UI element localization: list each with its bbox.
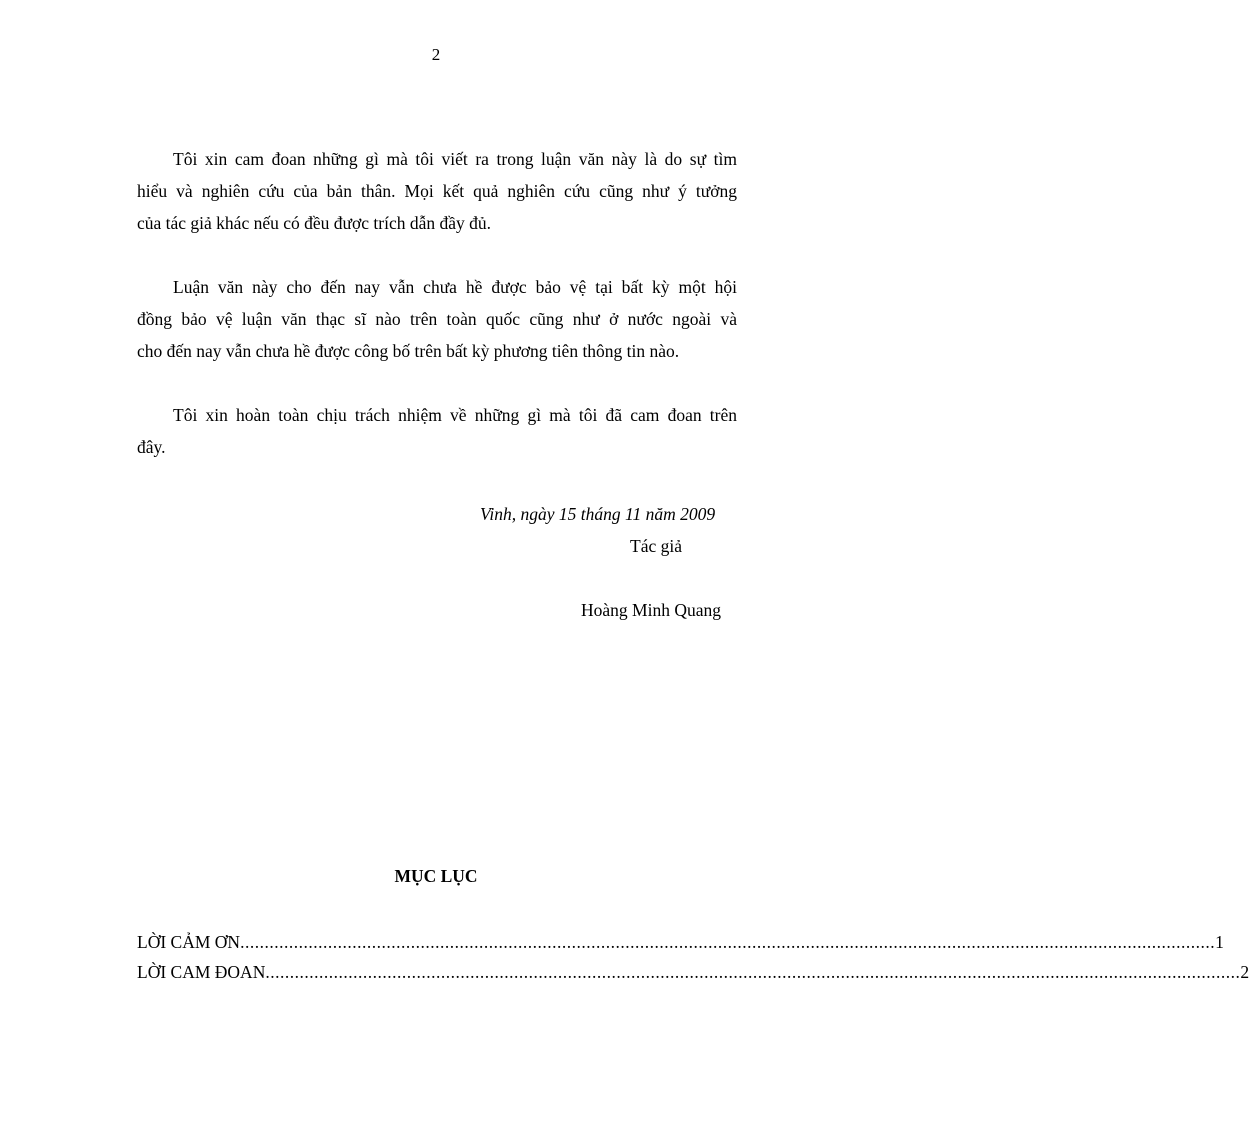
declaration-paragraph-1 bbox=[137, 143, 737, 239]
toc-leader-dots: ........................................................................................................................................................................................................ bbox=[240, 932, 1216, 952]
page-number: 2 bbox=[431, 45, 441, 64]
toc-entry-page: 1 bbox=[1215, 932, 1224, 952]
paragraph-line: Tôi xin hoàn toàn chịu trách nhiệm về những gì mà tôi đã cam đoan trên bbox=[173, 405, 737, 425]
declaration-paragraph-3 bbox=[137, 399, 737, 463]
paragraph-line: cho đến nay vẫn chưa hề được công bố trên bất kỳ phương tiên thông tin nào. bbox=[137, 341, 680, 361]
toc-list bbox=[137, 930, 1249, 990]
signature-role: Tác giả bbox=[630, 536, 682, 556]
toc-title: MỤC LỤC bbox=[394, 866, 478, 886]
paragraph-line: Luận văn này cho đến nay vẫn chưa hề được bảo vệ tại bất kỳ một hội bbox=[173, 277, 737, 297]
toc-entry-page: 2 bbox=[1240, 962, 1249, 982]
signature-place-date: Vinh, ngày 15 tháng 11 năm 2009 bbox=[480, 504, 716, 524]
toc-entry-label: LỜI CẢM ƠN bbox=[137, 932, 241, 952]
toc-leader-dots: ........................................................................................................................................................................................................ bbox=[265, 962, 1241, 982]
toc-entry-loi-cam-doan[interactable] bbox=[137, 960, 1249, 990]
toc-entry-label: LỜI CAM ĐOAN bbox=[137, 962, 266, 982]
paragraph-line: hiểu và nghiên cứu của bản thân. Mọi kết quả nghiên cứu cũng như ý tưởng bbox=[137, 181, 737, 201]
toc-entry-loi-cam-on[interactable] bbox=[137, 930, 1224, 960]
paragraph-line: của tác giả khác nếu có đều được trích dẫn đầy đủ. bbox=[137, 213, 492, 233]
paragraph-line: đây. bbox=[137, 437, 166, 457]
paragraph-line: Tôi xin cam đoan những gì mà tôi viết ra trong luận văn này là do sự tìm bbox=[173, 149, 737, 169]
declaration-paragraph-2 bbox=[137, 271, 737, 367]
signature-name: Hoàng Minh Quang bbox=[581, 600, 721, 620]
paragraph-line: đồng bảo vệ luận văn thạc sĩ nào trên toàn quốc cũng như ở nước ngoài và bbox=[137, 309, 737, 329]
